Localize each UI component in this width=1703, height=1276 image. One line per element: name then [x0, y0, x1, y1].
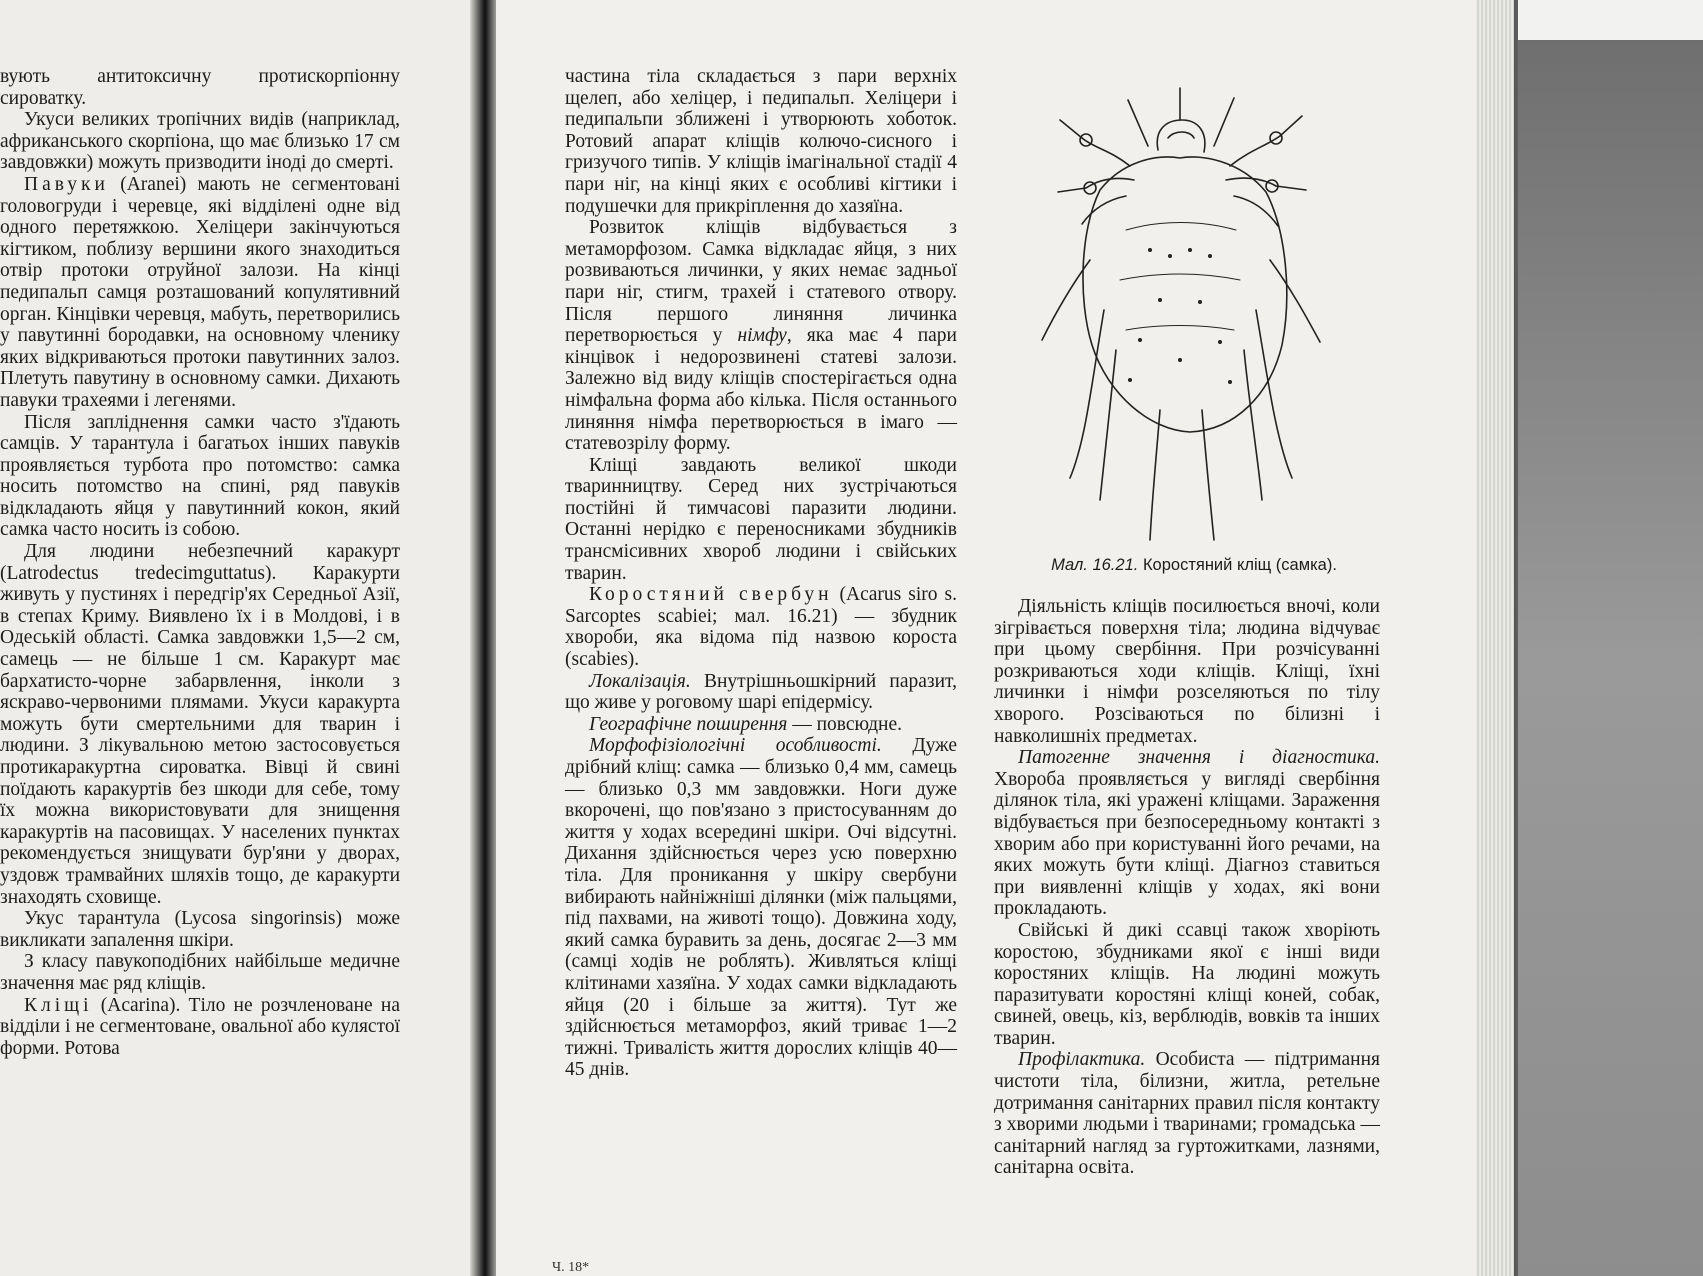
paragraph [0, 174, 400, 412]
background-surface [1518, 40, 1703, 1276]
middle-text-column [565, 66, 957, 1081]
paragraph [565, 217, 957, 455]
mite-illustration [1030, 80, 1330, 550]
paragraph [565, 735, 957, 1081]
paragraph [0, 951, 400, 994]
paragraph [0, 412, 400, 542]
paragraph-text: — повсюдне. [787, 713, 902, 735]
paragraph-text: Свійські й дикі ссавці також хворіють коростою, збудниками якої є інші види коростяних кліщів. На людині можуть паразитувати коростяні кліщі коней, собак, свиней, овець, кіз, верблюдів, вовків та інших тварин. [994, 919, 1380, 1049]
paragraph [0, 995, 400, 1060]
paragraph-text: Укус тарантула (Lycosa singorinsis) може викликати запалення шкіри. [0, 908, 400, 951]
paragraph-text: Після запліднення самки часто з'їдають самців. У тарантула і багатьох інших павуків проявляється турбота про потомство: самка носить потомство на спині, ряд павуків відкладають яйця у павутинний кокон, який самка часто носить із собою. [0, 411, 400, 541]
scabies-mite-drawing [1030, 80, 1330, 550]
italic-heading: Локалізація. [589, 670, 691, 692]
paragraph [0, 908, 400, 951]
paragraph-text: вують антитоксичну протискорпіонну сироватку. [0, 66, 400, 109]
paragraph [994, 1049, 1380, 1179]
background-top [1518, 0, 1703, 40]
paragraph-text: (Acarus siro s. Sarcoptes scabiei; мал. 16.21) — збудник хвороби, яка відома під назвою короста (scabies). [565, 584, 958, 671]
paragraph-text: (Aranei) мають не сегментовані головогруди і черевце, які відділені одне від одного перетяжкою. Хеліцери закінчуються кігтиком, поблизу вершини якого знаходиться отвір протоки отруйної залози. На кінці педипальп самця розташований копулятивний орган. Кінцівки черевця, мабуть, перетворились у павутинні бородавки, на основному членику яких відкриваються протоки павутинних залоз. Плетуть павутину в основному самки. Дихають павуки трахеями і легенями. [0, 173, 400, 411]
paragraph-text: Розвиток кліщів відбувається з метаморфозом. Самка відкладає яйця, з них розвиваються личинки, у яких немає задньої пари ніг, стигм, трахей і статевого отвору. Після першого линяння личинка перетворюється у німфу, яка має 4 пари кінцівок і недорозвинені статеві залози. Залежно від виду кліщів спостерігається одна німфальна форма або кілька. Після останнього линяння німфа перетворюється в імаго — статевозрілу форму. [565, 217, 957, 455]
left-page-text-column [0, 66, 400, 1059]
left-page [0, 0, 478, 1276]
paragraph-text: (Acarina). Тіло не розчленоване на відділи і не сегментоване, овальної або кулястої форми. Ротова [0, 994, 400, 1059]
paragraph-text: частина тіла складається з пари верхніх щелеп, або хеліцер, і педипальп. Хеліцери і педипальпи зближені і утворюють хоботок. Ротовий апарат кліщів колючо-сисного і гризучого типів. У кліщів імагінальної стадії 4 пари ніг, на кінці яких є особливі кігтики і подушечки для прикріплення до хазяїна. [565, 66, 957, 217]
spaced-term: Кліщі [24, 994, 93, 1016]
italic-heading: Патогенне значення і діагностика. [1018, 747, 1380, 769]
italic-heading: Морфофізіологічні особливості. [589, 735, 882, 757]
paragraph-text: Особиста — підтримання чистоти тіла, білизни, житла, ретельне дотримання санітарних правил після контакту з хворими людьми і тваринами; громадська — санітарний нагляд за гуртожитками, лазнями, санітарна освіта. [994, 1049, 1380, 1179]
italic-heading: Географічне поширення [589, 713, 788, 735]
paragraph [994, 920, 1380, 1050]
paragraph [565, 671, 957, 714]
figure-caption-text: Коростяний кліщ (самка). [1142, 556, 1337, 574]
italic-term: німфу [737, 325, 787, 347]
paragraph-text: Дуже дрібний кліщ: самка — близько 0,4 мм, самець — близько 0,3 мм завдовжки. Ноги дуже вкорочені, що пов'язано з пристосуванням до життя у ходах всередині шкіри. Очі відсутні. Дихання здійснюється через усю поверхню тіла. Для проникання у шкіру свербуни вибирають найніжніші ділянки (між пальцями, під пахвами, на животі тощо). Довжина ходу, який самка буравить за день, досягає 2—3 мм (самці ходів не роблять). Живляться кліщі клітинами хазяїна. У ходах самки відкладають яйця (20 і більше за життя). Тут же здійснюється метаморфоз, який триває 1—2 тижні. Тривалість життя дорослих кліщів 40—45 днів. [565, 735, 957, 1081]
paragraph [565, 455, 957, 585]
italic-heading: Профілактика. [1018, 1049, 1146, 1071]
right-text-column [994, 596, 1380, 1179]
paragraph [0, 66, 400, 109]
spaced-term: Павуки [24, 173, 109, 195]
figure-caption [1004, 555, 1384, 575]
paragraph-text: Хвороба проявляється у вигляді свербіння ділянок тіла, які уражені кліщами. Зараження відбувається при безпосередньому контакті з хворим або при користуванні його речами, на яких можуть бути кліщі. Діагноз ставиться при виявленні кліщів у ходах, які вони прокладають. [994, 768, 1380, 920]
paragraph-text: З класу павукоподібних найбільше медичне значення має ряд кліщів. [0, 951, 400, 994]
paragraph-text: Діяльність кліщів посилюється вночі, коли зігрівається поверхня тіла; людина відчуває при цьому свербіння. При розчісуванні розкриваються ходи кліщів. Кліщі, їхні личинки і німфи розселяються по тілу хворого. Розсіваються по білизні і навколишніх предметах. [994, 596, 1380, 747]
paragraph [994, 596, 1380, 747]
signature-mark: Ч. 18* [552, 1260, 590, 1275]
paragraph-text: Укуси великих тропічних видів (наприклад, африканського скорпіона, що має близько 17 см завдовжки) можуть призводити іноді до смерті. [0, 109, 400, 174]
spaced-term: Коростяний свербун [589, 584, 833, 606]
paragraph [0, 109, 400, 174]
page-edges [1476, 0, 1518, 1276]
paragraph [565, 66, 957, 217]
paragraph [994, 747, 1380, 920]
paragraph-text: Кліщі завдають великої шкоди тваринництву. Серед них зустрічаються постійні й тимчасові паразити людини. Останні нерідко є переносниками збудників трансмісивних хвороб людини і свійських тварин. [565, 454, 957, 584]
paragraph [565, 714, 957, 736]
paragraph [0, 541, 400, 908]
paragraph-text: Внутрішньошкірний паразит, що живе у роговому шарі епідермісу. [565, 670, 957, 714]
figure-caption-number: Мал. 16.21. [1051, 556, 1139, 574]
paragraph-text: Для людини небезпечний каракурт (Latrodectus tredecimguttatus). Каракурти живуть у пустинях і передгір'ях Середньої Азії, в степах Криму. Виявлено їх і в Молдові, і в Одеській області. Самка завдовжки 1,5—2 см, самець — не більше 1 см. Каракурт має бархатисто-чорне забарвлення, інколи з яскраво-червоними плямами. Укуси каракурта можуть бути смертельними для тварин і людини. З лікувальною метою застосовується протикаракуртна сироватка. Вівці й свині поїдають каракуртів без шкоди для себе, тому їх можна використовувати для знищення каракуртів на пасовищах. У населених пунктах рекомендується знищувати бур'яни у дворах, уздовж трамвайних шляхів тощо, де каракурти знаходять сховище. [0, 541, 400, 908]
paragraph [565, 584, 957, 670]
